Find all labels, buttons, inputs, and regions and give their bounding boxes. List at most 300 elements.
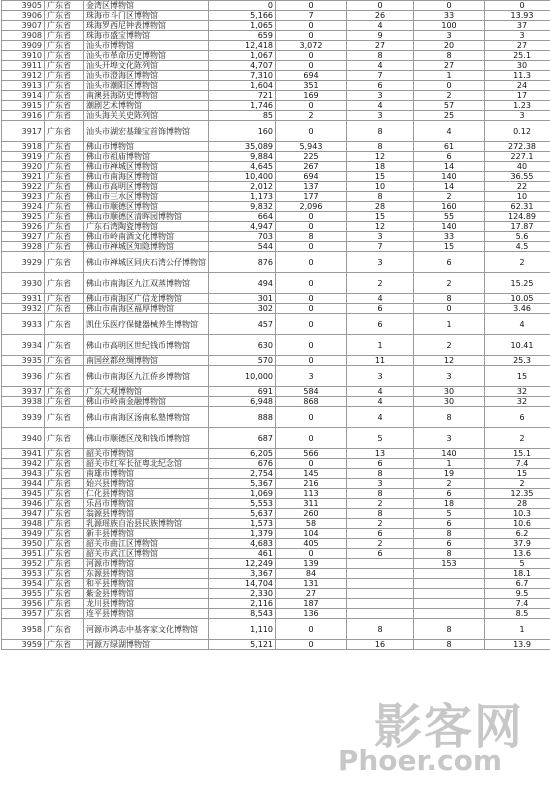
province-cell: 广东省 xyxy=(45,252,84,273)
value-cell-3: 6 xyxy=(347,81,414,91)
museum-name-cell: 佛山市岭南酒文化博物馆 xyxy=(84,232,209,242)
value-cell-5: 10.6 xyxy=(485,519,550,529)
table-row xyxy=(2,11,550,21)
value-cell-4 xyxy=(414,609,485,619)
province-cell: 广东省 xyxy=(45,366,84,387)
row-number-cell: 3911 xyxy=(2,61,45,71)
value-cell-5: 6.7 xyxy=(485,579,550,589)
table-row xyxy=(2,499,550,509)
value-cell-2: 0 xyxy=(276,314,347,335)
province-cell: 广东省 xyxy=(45,499,84,509)
value-cell-1: 1,379 xyxy=(209,529,276,539)
row-number-cell: 3922 xyxy=(2,182,45,192)
value-cell-2: 84 xyxy=(276,569,347,579)
museum-name-cell: 和平县博物馆 xyxy=(84,579,209,589)
row-number-cell: 3938 xyxy=(2,397,45,407)
value-cell-4: 6 xyxy=(414,252,485,273)
value-cell-5: 13.9 xyxy=(485,640,550,650)
museum-name-cell: 汕头市博物馆 xyxy=(84,41,209,51)
value-cell-2: 0 xyxy=(276,31,347,41)
museum-name-cell: 汕头海关关史陈列馆 xyxy=(84,111,209,121)
row-number-cell: 3956 xyxy=(2,599,45,609)
value-cell-1: 457 xyxy=(209,314,276,335)
value-cell-4: 6 xyxy=(414,519,485,529)
value-cell-3: 3 xyxy=(347,479,414,489)
value-cell-3: 8 xyxy=(347,121,414,142)
value-cell-5: 6 xyxy=(485,407,550,428)
value-cell-3: 16 xyxy=(347,640,414,650)
value-cell-3: 6 xyxy=(347,549,414,559)
row-number-cell: 3937 xyxy=(2,387,45,397)
value-cell-3: 10 xyxy=(347,182,414,192)
value-cell-5: 1 xyxy=(485,619,550,640)
value-cell-2: 0 xyxy=(276,640,347,650)
museum-name-cell: 珠海市盛宝博物馆 xyxy=(84,31,209,41)
row-number-cell: 3928 xyxy=(2,242,45,252)
value-cell-4: 160 xyxy=(414,202,485,212)
value-cell-4: 55 xyxy=(414,212,485,222)
row-number-cell: 3934 xyxy=(2,335,45,356)
value-cell-1: 1,604 xyxy=(209,81,276,91)
row-number-cell: 3909 xyxy=(2,41,45,51)
value-cell-4: 2 xyxy=(414,479,485,489)
value-cell-3: 8 xyxy=(347,142,414,152)
value-cell-4: 8 xyxy=(414,529,485,539)
value-cell-1: 10,400 xyxy=(209,172,276,182)
value-cell-4: 8 xyxy=(414,549,485,559)
table-row xyxy=(2,41,550,51)
value-cell-5: 227.1 xyxy=(485,152,550,162)
province-cell: 广东省 xyxy=(45,589,84,599)
value-cell-4: 140 xyxy=(414,449,485,459)
table-row xyxy=(2,71,550,81)
value-cell-1: 6,205 xyxy=(209,449,276,459)
museum-name-cell: 连平县博物馆 xyxy=(84,609,209,619)
value-cell-2: 351 xyxy=(276,81,347,91)
value-cell-1: 10,000 xyxy=(209,366,276,387)
value-cell-5: 8.5 xyxy=(485,609,550,619)
value-cell-4: 0 xyxy=(414,1,485,11)
value-cell-2: 0 xyxy=(276,428,347,449)
value-cell-4: 0 xyxy=(414,81,485,91)
value-cell-1: 691 xyxy=(209,387,276,397)
museum-name-cell: 佛山市三水区博物馆 xyxy=(84,192,209,202)
value-cell-2: 0 xyxy=(276,549,347,559)
province-cell: 广东省 xyxy=(45,142,84,152)
value-cell-5: 4.5 xyxy=(485,242,550,252)
table-row xyxy=(2,31,550,41)
value-cell-4: 30 xyxy=(414,397,485,407)
province-cell: 广东省 xyxy=(45,11,84,21)
museum-name-cell: 金湾区博物馆 xyxy=(84,1,209,11)
row-number-cell: 3905 xyxy=(2,1,45,11)
table-row xyxy=(2,91,550,101)
province-cell: 广东省 xyxy=(45,489,84,499)
province-cell: 广东省 xyxy=(45,192,84,202)
value-cell-5: 7.4 xyxy=(485,459,550,469)
value-cell-4: 20 xyxy=(414,41,485,51)
value-cell-1: 6,948 xyxy=(209,397,276,407)
value-cell-5: 30 xyxy=(485,61,550,71)
table-row xyxy=(2,182,550,192)
museum-name-cell: 乐昌市博物馆 xyxy=(84,499,209,509)
value-cell-1: 301 xyxy=(209,294,276,304)
value-cell-4 xyxy=(414,589,485,599)
province-cell: 广东省 xyxy=(45,121,84,142)
value-cell-5: 124.89 xyxy=(485,212,550,222)
province-cell: 广东省 xyxy=(45,529,84,539)
value-cell-3: 4 xyxy=(347,101,414,111)
province-cell: 广东省 xyxy=(45,314,84,335)
value-cell-5: 15 xyxy=(485,469,550,479)
value-cell-2: 0 xyxy=(276,459,347,469)
value-cell-2: 0 xyxy=(276,222,347,232)
value-cell-5: 36.55 xyxy=(485,172,550,182)
value-cell-2: 5,943 xyxy=(276,142,347,152)
value-cell-5: 22 xyxy=(485,182,550,192)
museum-name-cell: 东源县博物馆 xyxy=(84,569,209,579)
value-cell-4: 8 xyxy=(414,640,485,650)
value-cell-3: 1 xyxy=(347,335,414,356)
value-cell-1: 1,173 xyxy=(209,192,276,202)
museum-name-cell: 佛山市禅城区同庆石湾公仔博物馆 xyxy=(84,252,209,273)
value-cell-3: 12 xyxy=(347,222,414,232)
value-cell-3: 3 xyxy=(347,366,414,387)
museum-name-cell: 南雄市博物馆 xyxy=(84,469,209,479)
value-cell-2: 267 xyxy=(276,162,347,172)
value-cell-5: 15 xyxy=(485,366,550,387)
value-cell-4: 19 xyxy=(414,469,485,479)
province-cell: 广东省 xyxy=(45,182,84,192)
province-cell: 广东省 xyxy=(45,21,84,31)
value-cell-2: 104 xyxy=(276,529,347,539)
value-cell-4: 4 xyxy=(414,121,485,142)
museum-name-cell: 乳源瑶族自治县民族博物馆 xyxy=(84,519,209,529)
row-number-cell: 3918 xyxy=(2,142,45,152)
value-cell-1: 544 xyxy=(209,242,276,252)
province-cell: 广东省 xyxy=(45,242,84,252)
table-row xyxy=(2,273,550,294)
row-number-cell: 3936 xyxy=(2,366,45,387)
row-number-cell: 3942 xyxy=(2,459,45,469)
value-cell-1: 1,573 xyxy=(209,519,276,529)
value-cell-3: 5 xyxy=(347,428,414,449)
value-cell-4: 8 xyxy=(414,619,485,640)
value-cell-2: 311 xyxy=(276,499,347,509)
value-cell-5: 4 xyxy=(485,314,550,335)
value-cell-5: 15.1 xyxy=(485,449,550,459)
value-cell-1: 664 xyxy=(209,212,276,222)
value-cell-5: 2 xyxy=(485,479,550,489)
value-cell-4 xyxy=(414,579,485,589)
value-cell-2: 2 xyxy=(276,111,347,121)
table-row xyxy=(2,142,550,152)
row-number-cell: 3947 xyxy=(2,509,45,519)
province-cell: 广东省 xyxy=(45,619,84,640)
value-cell-3: 18 xyxy=(347,162,414,172)
row-number-cell: 3933 xyxy=(2,314,45,335)
value-cell-2: 145 xyxy=(276,469,347,479)
value-cell-2: 0 xyxy=(276,273,347,294)
value-cell-5: 12.35 xyxy=(485,489,550,499)
value-cell-4: 8 xyxy=(414,51,485,61)
museum-name-cell: 佛山市南海区九江双蒸博物馆 xyxy=(84,273,209,294)
province-cell: 广东省 xyxy=(45,202,84,212)
table-row xyxy=(2,242,550,252)
value-cell-1: 3,367 xyxy=(209,569,276,579)
value-cell-3: 3 xyxy=(347,111,414,121)
value-cell-3: 27 xyxy=(347,41,414,51)
value-cell-2: 136 xyxy=(276,609,347,619)
table-row xyxy=(2,609,550,619)
province-cell: 广东省 xyxy=(45,539,84,549)
value-cell-1: 721 xyxy=(209,91,276,101)
value-cell-1: 1,065 xyxy=(209,21,276,31)
value-cell-2: 7 xyxy=(276,11,347,21)
value-cell-4: 6 xyxy=(414,539,485,549)
value-cell-1: 4,645 xyxy=(209,162,276,172)
value-cell-5: 32 xyxy=(485,397,550,407)
value-cell-4: 0 xyxy=(414,304,485,314)
row-number-cell: 3930 xyxy=(2,273,45,294)
value-cell-2: 0 xyxy=(276,252,347,273)
museum-name-cell: 汕头市潮阳区博物馆 xyxy=(84,81,209,91)
table-row xyxy=(2,162,550,172)
table-row xyxy=(2,61,550,71)
row-number-cell: 3927 xyxy=(2,232,45,242)
row-number-cell: 3954 xyxy=(2,579,45,589)
value-cell-5: 0 xyxy=(485,1,550,11)
value-cell-1: 888 xyxy=(209,407,276,428)
value-cell-3: 3 xyxy=(347,91,414,101)
museum-table xyxy=(1,0,550,650)
museum-name-cell: 佛山市南海区汤南私塾博物馆 xyxy=(84,407,209,428)
value-cell-2: 131 xyxy=(276,579,347,589)
value-cell-3: 0 xyxy=(347,1,414,11)
value-cell-3: 4 xyxy=(347,294,414,304)
value-cell-3 xyxy=(347,559,414,569)
museum-name-cell: 河源市博物馆 xyxy=(84,559,209,569)
value-cell-5: 28 xyxy=(485,499,550,509)
museum-name-cell: 佛山市南海区九江侨乡博物馆 xyxy=(84,366,209,387)
value-cell-3: 15 xyxy=(347,212,414,222)
value-cell-2: 405 xyxy=(276,539,347,549)
value-cell-4 xyxy=(414,569,485,579)
museum-name-cell: 佛山市顺德区博物馆 xyxy=(84,202,209,212)
value-cell-5: 15.25 xyxy=(485,273,550,294)
value-cell-5: 1.23 xyxy=(485,101,550,111)
table-row xyxy=(2,387,550,397)
value-cell-1: 703 xyxy=(209,232,276,242)
province-cell: 广东省 xyxy=(45,428,84,449)
value-cell-3: 12 xyxy=(347,152,414,162)
value-cell-2: 137 xyxy=(276,182,347,192)
province-cell: 广东省 xyxy=(45,294,84,304)
province-cell: 广东省 xyxy=(45,81,84,91)
table-row xyxy=(2,232,550,242)
value-cell-1: 8,543 xyxy=(209,609,276,619)
museum-name-cell: 仁化县博物馆 xyxy=(84,489,209,499)
row-number-cell: 3915 xyxy=(2,101,45,111)
province-cell: 广东省 xyxy=(45,162,84,172)
value-cell-4: 6 xyxy=(414,489,485,499)
province-cell: 广东省 xyxy=(45,222,84,232)
museum-name-cell: 佛山市顺德区清晖园博物馆 xyxy=(84,212,209,222)
value-cell-3: 11 xyxy=(347,356,414,366)
value-cell-1: 1,067 xyxy=(209,51,276,61)
province-cell: 广东省 xyxy=(45,397,84,407)
value-cell-5: 2 xyxy=(485,252,550,273)
table-row xyxy=(2,356,550,366)
province-cell: 广东省 xyxy=(45,51,84,61)
value-cell-5: 24 xyxy=(485,81,550,91)
row-number-cell: 3940 xyxy=(2,428,45,449)
value-cell-4: 100 xyxy=(414,21,485,31)
province-cell: 广东省 xyxy=(45,387,84,397)
row-number-cell: 3926 xyxy=(2,222,45,232)
row-number-cell: 3943 xyxy=(2,469,45,479)
museum-name-cell: 汕头市澄海区博物馆 xyxy=(84,71,209,81)
value-cell-1: 1,746 xyxy=(209,101,276,111)
table-row xyxy=(2,569,550,579)
province-cell: 广东省 xyxy=(45,479,84,489)
value-cell-1: 14,704 xyxy=(209,579,276,589)
value-cell-2: 0 xyxy=(276,619,347,640)
table-row xyxy=(2,51,550,61)
value-cell-3: 2 xyxy=(347,499,414,509)
province-cell: 广东省 xyxy=(45,559,84,569)
row-number-cell: 3946 xyxy=(2,499,45,509)
value-cell-3: 26 xyxy=(347,11,414,21)
value-cell-1: 5,121 xyxy=(209,640,276,650)
row-number-cell: 3923 xyxy=(2,192,45,202)
province-cell: 广东省 xyxy=(45,509,84,519)
province-cell: 广东省 xyxy=(45,579,84,589)
value-cell-1: 461 xyxy=(209,549,276,559)
value-cell-5: 6.2 xyxy=(485,529,550,539)
province-cell: 广东省 xyxy=(45,1,84,11)
value-cell-1: 1,110 xyxy=(209,619,276,640)
museum-name-cell: 珠海罗西尼钟表博物馆 xyxy=(84,21,209,31)
value-cell-5: 3 xyxy=(485,31,550,41)
value-cell-4: 3 xyxy=(414,428,485,449)
value-cell-2: 868 xyxy=(276,397,347,407)
value-cell-3: 8 xyxy=(347,619,414,640)
value-cell-2: 113 xyxy=(276,489,347,499)
row-number-cell: 3924 xyxy=(2,202,45,212)
value-cell-4: 6 xyxy=(414,152,485,162)
table-row xyxy=(2,212,550,222)
table-row xyxy=(2,579,550,589)
value-cell-3 xyxy=(347,599,414,609)
value-cell-4: 1 xyxy=(414,314,485,335)
value-cell-5: 25.1 xyxy=(485,51,550,61)
value-cell-2: 58 xyxy=(276,519,347,529)
value-cell-1: 4,947 xyxy=(209,222,276,232)
value-cell-3: 3 xyxy=(347,252,414,273)
museum-name-cell: 河源市鸿志中基客家文化博物馆 xyxy=(84,619,209,640)
value-cell-4: 57 xyxy=(414,101,485,111)
value-cell-2: 0 xyxy=(276,304,347,314)
value-cell-1: 4,707 xyxy=(209,61,276,71)
table-row xyxy=(2,589,550,599)
value-cell-1: 5,166 xyxy=(209,11,276,21)
value-cell-4: 2 xyxy=(414,192,485,202)
province-cell: 广东省 xyxy=(45,459,84,469)
row-number-cell: 3955 xyxy=(2,589,45,599)
row-number-cell: 3945 xyxy=(2,489,45,499)
value-cell-1: 687 xyxy=(209,428,276,449)
museum-name-cell: 紫金县博物馆 xyxy=(84,589,209,599)
value-cell-5: 25.3 xyxy=(485,356,550,366)
province-cell: 广东省 xyxy=(45,519,84,529)
watermark-url-text: Phoer.com xyxy=(337,744,502,777)
value-cell-4: 2 xyxy=(414,91,485,101)
museum-name-cell: 汕头市湖宏基臻宝首饰博物馆 xyxy=(84,121,209,142)
table-row xyxy=(2,539,550,549)
value-cell-5: 13.93 xyxy=(485,11,550,21)
row-number-cell: 3959 xyxy=(2,640,45,650)
value-cell-2: 169 xyxy=(276,91,347,101)
row-number-cell: 3949 xyxy=(2,529,45,539)
value-cell-3 xyxy=(347,609,414,619)
value-cell-3: 6 xyxy=(347,459,414,469)
value-cell-3: 4 xyxy=(347,21,414,31)
table-row xyxy=(2,111,550,121)
value-cell-2: 139 xyxy=(276,559,347,569)
row-number-cell: 3948 xyxy=(2,519,45,529)
museum-name-cell: 始兴县博物馆 xyxy=(84,479,209,489)
table-row xyxy=(2,294,550,304)
value-cell-3: 8 xyxy=(347,489,414,499)
table-row xyxy=(2,397,550,407)
province-cell: 广东省 xyxy=(45,569,84,579)
value-cell-2: 187 xyxy=(276,599,347,609)
table-row xyxy=(2,81,550,91)
row-number-cell: 3921 xyxy=(2,172,45,182)
value-cell-3: 2 xyxy=(347,273,414,294)
province-cell: 广东省 xyxy=(45,304,84,314)
value-cell-2: 0 xyxy=(276,61,347,71)
value-cell-3: 2 xyxy=(347,539,414,549)
value-cell-1: 876 xyxy=(209,252,276,273)
value-cell-5: 62.31 xyxy=(485,202,550,212)
value-cell-4: 1 xyxy=(414,459,485,469)
value-cell-2: 0 xyxy=(276,335,347,356)
table-row xyxy=(2,101,550,111)
value-cell-3: 13 xyxy=(347,449,414,459)
value-cell-5: 5.6 xyxy=(485,232,550,242)
value-cell-1: 4,683 xyxy=(209,539,276,549)
value-cell-4: 12 xyxy=(414,356,485,366)
value-cell-2: 3 xyxy=(276,366,347,387)
value-cell-2: 0 xyxy=(276,51,347,61)
value-cell-5: 17 xyxy=(485,91,550,101)
value-cell-5: 32 xyxy=(485,387,550,397)
row-number-cell: 3944 xyxy=(2,479,45,489)
value-cell-4: 1 xyxy=(414,71,485,81)
value-cell-3: 6 xyxy=(347,314,414,335)
value-cell-4: 18 xyxy=(414,499,485,509)
value-cell-1: 12,249 xyxy=(209,559,276,569)
museum-name-cell: 汕头市革命历史博物馆 xyxy=(84,51,209,61)
table-row xyxy=(2,252,550,273)
value-cell-2: 2,096 xyxy=(276,202,347,212)
table-row xyxy=(2,314,550,335)
value-cell-1: 35,089 xyxy=(209,142,276,152)
table-row xyxy=(2,549,550,559)
table-row xyxy=(2,619,550,640)
